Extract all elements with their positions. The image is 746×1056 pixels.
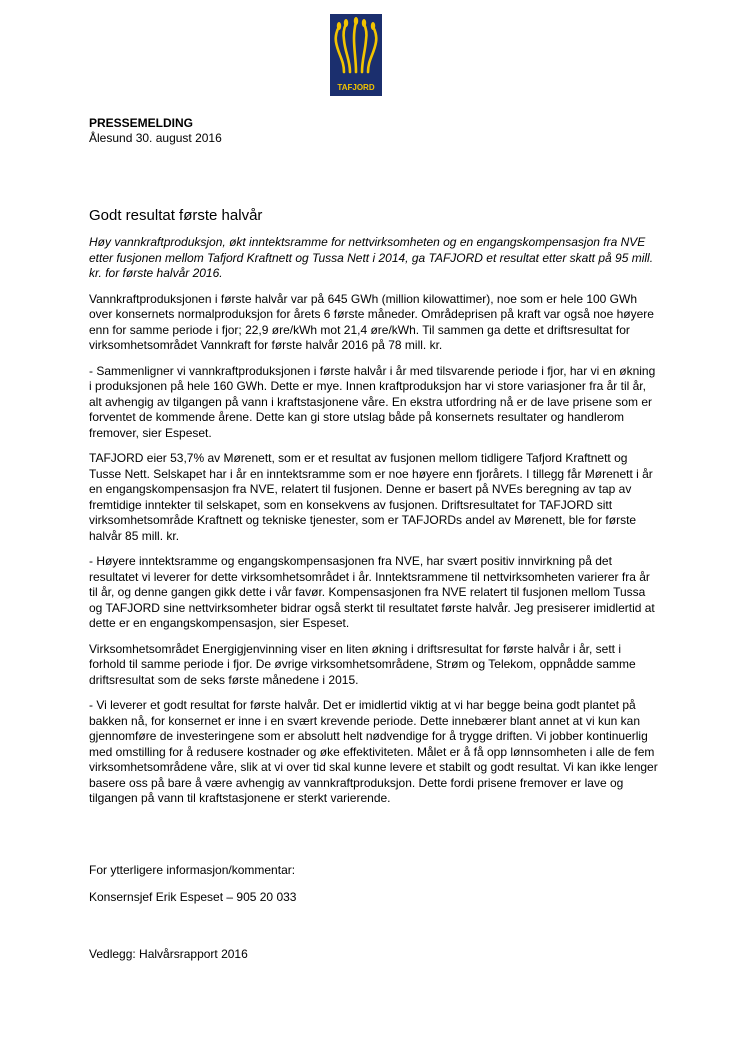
article-body — [89, 207, 659, 817]
article-paragraph: - Sammenligner vi vannkraftproduksjonen i første halvår i år med tilsvarende periode i fjor, har vi en økning i produksjonen på hele 160 GWh. Dette er mye. Innen kraftproduksjon har vi store variasjoner fra år til år, alt avhengig av tilgangen på vann i kraftstasjonene våre. En ekstra utfordring nå er de lave prisene som er forventet de kommende årene. Dette kan gi store utslag både på konsernets resultater og handlerom fremover, sier Espeset. — [89, 363, 656, 440]
contact-info-label: For ytterligere informasjon/kommentar: — [89, 863, 296, 877]
tafjord-logo — [330, 14, 382, 96]
wheat-sheaf-icon — [330, 14, 382, 84]
article-title: Godt resultat første halvår — [89, 207, 263, 224]
article-paragraph: Vannkraftproduksjonen i første halvår var på 645 GWh (million kilowattimer), noe som er hele 100 GWh over konsernets normalproduksjon for årets 6 første måneder. Områdeprisen på kraft var også noe høyere enn for samme periode i fjor; 22,9 øre/kWh mot 21,4 øre/kWh. Til sammen ga dette et driftsresultat for virksomhetsområdet Vannkraft for første halvår 2016 på 78 mill. kr. — [89, 291, 654, 352]
article-paragraph: - Vi leverer et godt resultat for første halvår. Det er imidlertid viktig at vi har begge beina godt plantet på bakken nå, for konsernet er inne i en svært krevende periode. Dette innebærer blant annet at vi kun kan gjennomføre de investeringene som er absolutt helt nødvendige for å trygge driften. Vi jobber kontinuerlig med omstilling for å redusere kostnader og øke effektiviteten. Målet er å få opp lønnsomheten i alle de fem virksomhetsområdene våre, slik at vi over tid skal kunne levere et stabilt og godt resultat. Vi kan ikke lenger basere oss på bare å være avhengig av vannkraftproduksjon. Dette fordi prisene fremover er lave og tilgangen på vann til kraftstasjonene er sterkt varierende. — [89, 698, 658, 805]
article-lead: Høy vannkraftproduksjon, økt inntektsramme for nettvirksomheten og en engangskompensasjon fra NVE etter fusjonen mellom Tafjord Kraftnett og Tussa Nett i 2014, ga TAFJORD et resultat etter skatt på 95 mill. kr. for første halvår 2016. — [89, 235, 654, 280]
dateline: Ålesund 30. august 2016 — [89, 131, 222, 145]
press-header — [89, 116, 222, 146]
press-release-label: PRESSEMELDING — [89, 116, 194, 130]
attachment-note: Vedlegg: Halvårsrapport 2016 — [89, 947, 248, 961]
article-paragraph: - Høyere inntektsramme og engangskompensasjonen fra NVE, har svært positiv innvirkning på det resultatet vi leverer for dette virksomhetsområdet i år. Inntektsrammene til nettvirksomheten varierer fra år til år, og denne gangen gikk dette i vår favør. Kompensasjonen fra NVE relatert til fusjonen mellom Tussa og TAFJORD sine nettvirksomheter bidrar også sterkt til resultatet første halvår. Jeg presiserer imidlertid at dette er en engangskompensasjon, sier Espeset. — [89, 554, 655, 630]
logo-text: TAFJORD — [337, 83, 375, 92]
contact-person: Konsernsjef Erik Espeset – 905 20 033 — [89, 890, 297, 904]
article-paragraph: TAFJORD eier 53,7% av Mørenett, som er et resultat av fusjonen mellom tidligere Tafjord Kraftnett og Tusse Nett. Selskapet har i år en inntektsramme som er noe høyere enn fjorårets. I tillegg får Mørenett i år en engangskompensasjon fra NVE, relatert til fusjonen. Denne er basert på NVEs beregning av tap av fremtidige inntekter til selskapet, som en konsekvens av fusjonen. Driftsresultatet for TAFJORD sitt virksomhetsområde Kraftnett og tekniske tjenester, som er TAFJORDs andel av Mørenett, ble for første halvår 85 mill. kr. — [89, 451, 653, 543]
article-paragraph: Virksomhetsområdet Energigjenvinning viser en liten økning i driftsresultat for første halvår i år, sett i forhold til samme periode i fjor. De øvrige virksomhetsområdene, Strøm og Telekom, oppnådde samme driftsresultat som de seks første månedene i 2015. — [89, 641, 636, 687]
